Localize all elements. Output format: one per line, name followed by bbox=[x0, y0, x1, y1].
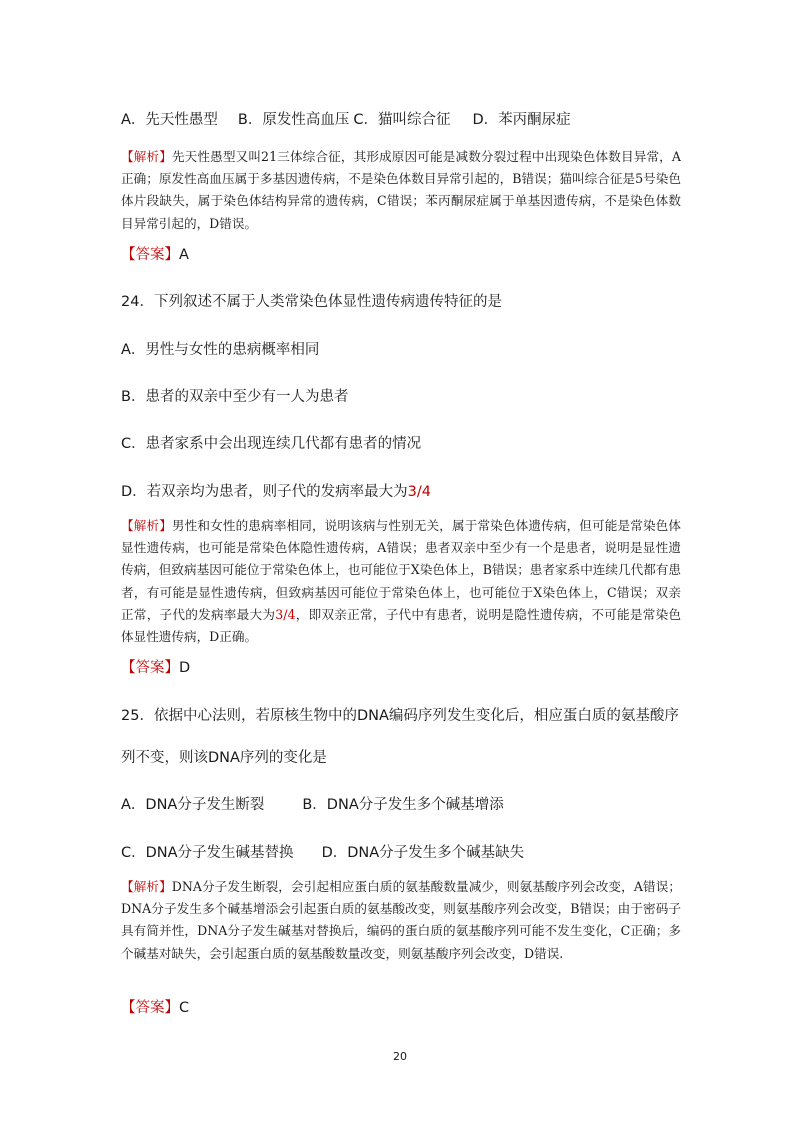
q25-analysis-text: DNA分子发生断裂，会引起相应蛋白质的氨基酸数量减少，则氨基酸序列会改变，A错误；DNA分子发生多个碱基增添会引起蛋白质的氨基酸改变，则氨基酸序列会改变，B错误；由于密码子具有简并性，DNA分子发生碱基对替换后，编码的蛋白质的氨基酸序列可能不发生变化，C正确；多个碱基对缺失，会引起蛋白质的氨基酸数量改变，则氨基酸序列会改变，D错误. bbox=[121, 879, 682, 961]
q24-analysis bbox=[121, 515, 681, 648]
q25-stem-line-1: 25．依据中心法则，若原核生物中的DNA编码序列发生变化后，相应蛋白质的氨基酸序 bbox=[121, 708, 679, 724]
q24-stem: 24．下列叙述不属于人类常染色体显性遗传病遗传特征的是 bbox=[121, 294, 502, 310]
q24-option-c: C．患者家系中会出现连续几代都有患者的情况 bbox=[121, 436, 422, 452]
q23-analysis bbox=[121, 146, 681, 235]
q24-analysis-tag: 【解析】 bbox=[121, 518, 172, 533]
q24-answer-tag: 【答案】 bbox=[121, 660, 179, 676]
q25-option-c: C．DNA分子发生碱基替换 bbox=[121, 845, 294, 861]
q24-analysis-value: 3/4 bbox=[275, 606, 296, 622]
q24-option-d-value: 3/4 bbox=[407, 484, 432, 500]
q25-answer-value: C bbox=[179, 1000, 190, 1016]
q25-answer bbox=[121, 998, 189, 1018]
q23-answer bbox=[121, 245, 189, 265]
q25-analysis bbox=[121, 876, 681, 965]
q23-answer-tag: 【答案】 bbox=[121, 247, 179, 263]
q25-options-row-2 bbox=[121, 843, 524, 863]
q23-analysis-tag: 【解析】 bbox=[121, 149, 172, 164]
q23-answer-value: A bbox=[179, 247, 189, 263]
q23-option-d: D．苯丙酮尿症 bbox=[472, 112, 571, 128]
q23-options bbox=[121, 110, 571, 130]
q25-answer-tag: 【答案】 bbox=[121, 1000, 179, 1016]
q24-analysis-text-2: ，即双亲正常，子代中有患者，说明是隐性遗传病，不可能是常染色体显性遗传病，D正确。 bbox=[121, 606, 682, 645]
q23-analysis-text: 先天性愚型又叫21三体综合征，其形成原因可能是减数分裂过程中出现染色体数目异常，A正确；原发性高血压属于多基因遗传病，不是染色体数目异常引起的，B错误；猫叫综合征是5号染色体片段缺失，属于染色体结构异常的遗传病，C错误；苯丙酮尿症属于单基因遗传病，不是染色体数目异常引起的，D错误。 bbox=[121, 149, 682, 231]
q24-option-a: A．男性与女性的患病概率相同 bbox=[121, 342, 320, 358]
q25-options-row-1 bbox=[121, 795, 504, 815]
q25-analysis-tag: 【解析】 bbox=[121, 879, 172, 894]
q23-option-c: C．猫叫综合征 bbox=[353, 112, 451, 128]
page-number: 20 bbox=[393, 1050, 407, 1063]
q24-option-d-text: D．若双亲均为患者，则子代的发病率最大为 bbox=[121, 484, 408, 500]
q24-analysis-text-1: 男性和女性的患病率相同，说明该病与性别无关，属于常染色体遗传病，但可能是常染色体显性遗传病，也可能是常染色体隐性遗传病，A错误；患者双亲中至少有一个是患者，说明是显性遗传病，但致病基因可能位于常染色体上，也可能位于X染色体上，B错误；患者家系中连续几代都有患者，有可能是显性遗传病，但致病基因可能位于常染色体上，也可能位于X染色体上，C错误；双亲正常，子代的发病率最大为 bbox=[121, 518, 682, 622]
q24-answer-value: D bbox=[179, 660, 191, 676]
q25-option-a: A．DNA分子发生断裂 bbox=[121, 797, 265, 813]
q25-stem-line-2: 列不变，则该DNA序列的变化是 bbox=[121, 750, 327, 766]
q25-option-d: D．DNA分子发生多个碱基缺失 bbox=[321, 845, 525, 861]
q23-option-b: B．原发性高血压 bbox=[237, 112, 350, 128]
q24-answer bbox=[121, 658, 190, 678]
q23-option-a: A．先天性愚型 bbox=[121, 112, 218, 128]
q25-option-b: B．DNA分子发生多个碱基增添 bbox=[302, 797, 504, 813]
q24-option-d bbox=[121, 482, 431, 502]
q24-option-b: B．患者的双亲中至少有一人为患者 bbox=[121, 389, 349, 405]
